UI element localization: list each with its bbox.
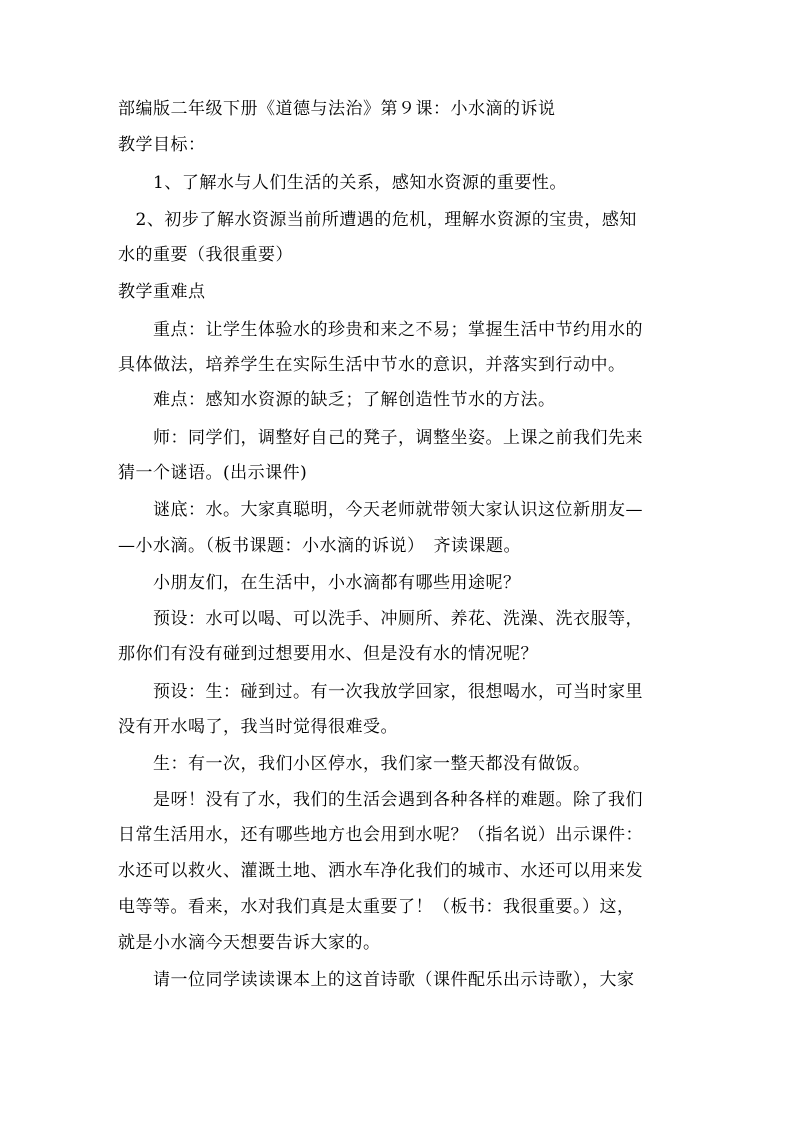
text-line: 猜一个谜语。(出示课件) <box>118 463 308 483</box>
text-line: 是呀！没有了水，我们的生活会遇到各种各样的难题。除了我们 <box>118 790 643 810</box>
text-line: 难点：感知水资源的缺乏；了解创造性节水的方法。 <box>118 390 556 410</box>
text-line: 生：有一次，我们小区停水，我们家一整天都没有做饭。 <box>118 754 591 774</box>
document-title: 部编版二年级下册《道德与法治》第９课：小水滴的诉说 <box>118 99 556 119</box>
text-line: 没有开水喝了，我当时觉得很难受。 <box>118 717 398 737</box>
text-line: 请一位同学读读课本上的这首诗歌（课件配乐出示诗歌），大家 <box>118 970 635 990</box>
text-line: 谜底：水。大家真聪明，今天老师就带领大家认识这位新朋友— <box>118 500 643 520</box>
text-line: 重点：让学生体验水的珍贵和来之不易；掌握生活中节约用水的 <box>118 320 643 340</box>
text-line: 电等等。看来，水对我们真是太重要了！（板书：我很重要。）这， <box>118 897 635 917</box>
text-line: 具体做法，培养学生在实际生活中节水的意识，并落实到行动中。 <box>118 355 626 375</box>
text-line: 小朋友们，在生活中，小水滴都有哪些用途呢？ <box>118 573 521 593</box>
section-heading-goals: 教学目标： <box>118 135 206 155</box>
text-line: 水的重要（我很重要） <box>118 245 293 265</box>
section-heading-key-points: 教学重难点 <box>118 282 206 302</box>
text-line: 水还可以救火、灌溉土地、洒水车净化我们的城市、水还可以用来发 <box>118 861 643 881</box>
text-line: 1、了解水与人们生活的关系，感知水资源的重要性。 <box>118 173 567 193</box>
text-line: 2、初步了解水资源当前所遭遇的危机，理解水资源的宝贵，感知 <box>118 210 637 230</box>
text-line: 师：同学们，调整好自己的凳子，调整坐姿。上课之前我们先来 <box>118 428 643 448</box>
text-line: 预设：水可以喝、可以洗手、冲厕所、养花、洗澡、洗衣服等， <box>118 609 643 629</box>
text-line: 预设：生：碰到过。有一次我放学回家，很想喝水，可当时家里 <box>118 682 643 702</box>
text-line: 就是小水滴今天想要告诉大家的。 <box>118 933 381 953</box>
text-line: 那你们有没有碰到过想要用水、但是没有水的情况呢？ <box>118 644 538 664</box>
text-line: —小水滴。（板书课题：小水滴的诉说） 齐读课题。 <box>118 536 521 556</box>
text-line: 日常生活用水，还有哪些地方也会用到水呢？（指名说）出示课件： <box>118 825 643 845</box>
